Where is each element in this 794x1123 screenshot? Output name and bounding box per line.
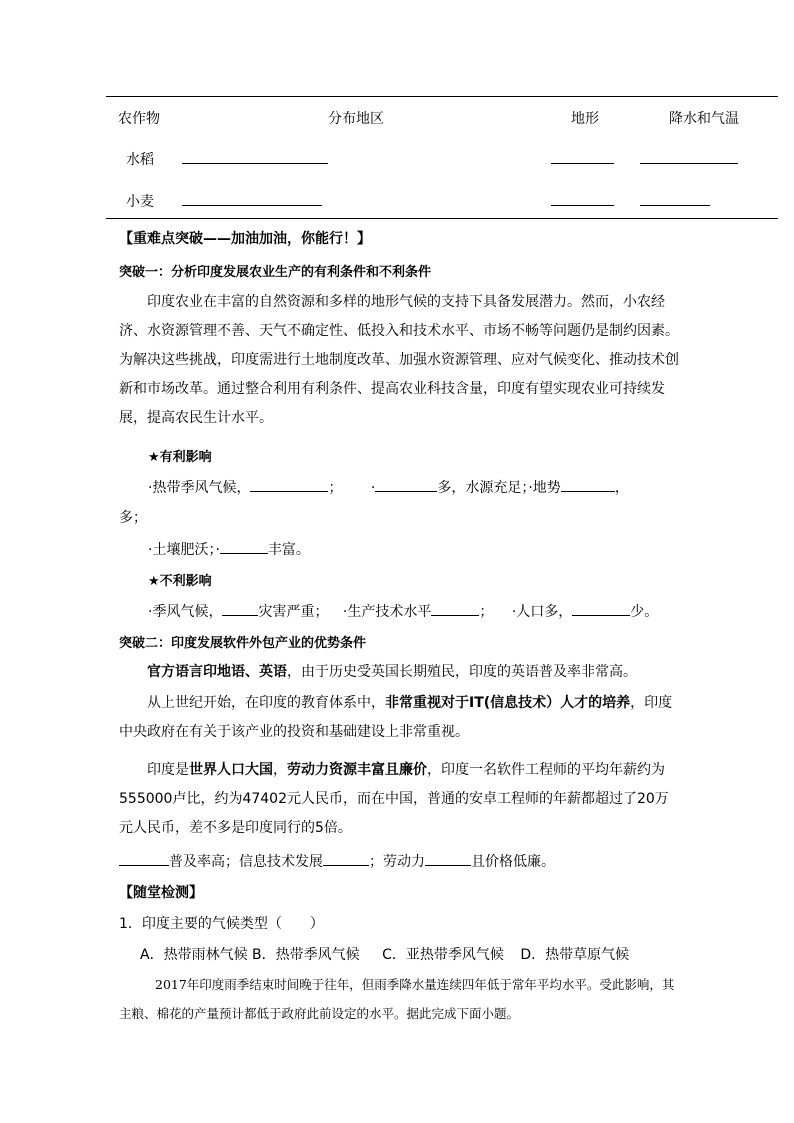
section-title: 【重难点突破——加油加油，你能行！】	[119, 231, 371, 247]
table-header-crop: 农作物	[118, 111, 160, 127]
quiz-title: 【随堂检测】	[119, 885, 203, 901]
breakthrough1-title: 突破一：分析印度发展农业生产的有利条件和不利条件	[119, 265, 432, 280]
breakthrough2-fill-line	[119, 851, 555, 871]
p1-rest: ，由于历史受英国长期殖民，印度的英语普及率非常高。	[287, 664, 637, 680]
fill-blank-1[interactable]	[119, 851, 169, 866]
quiz-passage-text: 2017年印度雨季结束时间晚于往年，但雨季降水量连续四年低于常年平均水平。受此影响，其主粮、棉花的产量预计都低于政府此前设定的水平。据此完成下面小题。	[119, 977, 675, 1021]
table-header-climate: 降水和气温	[669, 111, 739, 127]
unfavorable-blank-3[interactable]	[572, 601, 630, 616]
fill-a: 普及率高；信息技术发展	[169, 854, 323, 870]
p2-a: 从上世纪开始，在印度的教育体系中，	[147, 695, 385, 711]
table-row-crop-rice: 水稻	[126, 152, 154, 168]
table-bottom-rule	[106, 218, 778, 219]
option-c[interactable]: C．亚热带季风气候	[382, 947, 504, 963]
favorable-2b: 丰富。	[267, 542, 310, 558]
fill-b: ；劳动力	[369, 854, 425, 870]
table-row-crop-wheat: 小麦	[126, 194, 154, 210]
p2-bold: 非常重视对于IT(信息技术）人才的培养	[385, 695, 631, 711]
unfavorable-c: ·生产技术水平	[342, 604, 432, 620]
option-d[interactable]: D．热带草原气候	[520, 947, 630, 963]
fill-c: 且价格低廉。	[471, 854, 555, 870]
unfavorable-a: ·季风气候，	[148, 604, 223, 620]
wheat-region-blank[interactable]	[182, 205, 322, 206]
table-header-region: 分布地区	[328, 111, 384, 127]
quiz-passage	[119, 970, 679, 1028]
p2-b: ，印度中央政府在有关于该产业的投资和基础建设上非常重视。	[119, 695, 673, 740]
rice-region-blank[interactable]	[182, 163, 328, 164]
breakthrough2-p1	[119, 658, 679, 687]
p1-bold: 官方语言印地语、英语	[147, 664, 287, 680]
p3-c: ，印度一名软件工程师的平均年薪约为555000卢比，约为47402元人民币，而在中国，普通的安卓工程师的年薪都超过了20万元人民币，差不多是印度同行的5倍。	[119, 762, 669, 836]
wheat-climate-blank[interactable]	[640, 205, 710, 206]
breakthrough1-paragraph-text: 印度农业在丰富的自然资源和多样的地形气候的支持下具备发展潜力。然而，小农经济、水资源管理不善、天气不确定性、低投入和技术水平、市场不畅等问题仍是制约因素。为解决这些挑战，印度需进行土地制度改革、加强水资源管理、应对气候变化、推动技术创新和市场改革。通过整合利用有利条件、提高农业科技含量，印度有望实现农业可持续发展，提高农民生计水平。	[119, 294, 679, 426]
p3-bold1: 世界人口大国	[189, 762, 273, 778]
favorable-title: ★有利影响	[148, 450, 212, 465]
unfavorable-f: 少。	[630, 604, 659, 620]
favorable-blank-1[interactable]	[250, 477, 328, 492]
unfavorable-line	[148, 601, 658, 621]
favorable-1e: ，	[614, 480, 629, 496]
unfavorable-blank-2[interactable]	[431, 601, 479, 616]
breakthrough2-p3	[119, 756, 679, 843]
unfavorable-e: ·人口多，	[511, 604, 573, 620]
favorable-1b: ；	[328, 480, 343, 496]
favorable-1a: ·热带季风气候，	[148, 480, 251, 496]
favorable-line-1	[148, 477, 629, 497]
p3-bold2: 劳动力资源丰富且廉价	[287, 762, 427, 778]
favorable-line-2	[148, 539, 310, 559]
unfavorable-title: ★不利影响	[148, 574, 212, 589]
option-a[interactable]: A．热带雨林气候	[140, 947, 248, 963]
favorable-1f: 多；	[119, 510, 147, 526]
rice-climate-blank[interactable]	[640, 163, 738, 164]
favorable-1c: ·	[370, 480, 376, 496]
favorable-1d: 多，水源充足；·地势	[437, 480, 561, 496]
breakthrough2-title: 突破二：印度发展软件外包产业的优势条件	[119, 636, 367, 651]
fill-blank-3[interactable]	[425, 851, 471, 866]
p3-a: 印度是	[147, 762, 189, 778]
fill-blank-2[interactable]	[323, 851, 369, 866]
table-header-terrain: 地形	[571, 111, 599, 127]
favorable-blank-4[interactable]	[220, 539, 268, 554]
favorable-2a: ·土壤肥沃；·	[148, 542, 220, 558]
quiz-question-1: 1．印度主要的气候类型（ ）	[119, 916, 324, 932]
unfavorable-d: ；	[479, 604, 494, 620]
favorable-blank-2[interactable]	[375, 477, 437, 492]
option-b[interactable]: B．热带季风气候	[252, 947, 360, 963]
quiz-options	[140, 944, 629, 964]
rice-terrain-blank[interactable]	[551, 163, 614, 164]
p3-b: ，	[273, 762, 287, 778]
unfavorable-b: 灾害严重；	[258, 604, 329, 620]
table-top-rule	[106, 96, 778, 97]
unfavorable-blank-1[interactable]	[222, 601, 258, 616]
wheat-terrain-blank[interactable]	[551, 205, 614, 206]
breakthrough2-p2	[119, 689, 679, 747]
breakthrough1-paragraph	[119, 288, 679, 433]
favorable-blank-3[interactable]	[561, 477, 615, 492]
